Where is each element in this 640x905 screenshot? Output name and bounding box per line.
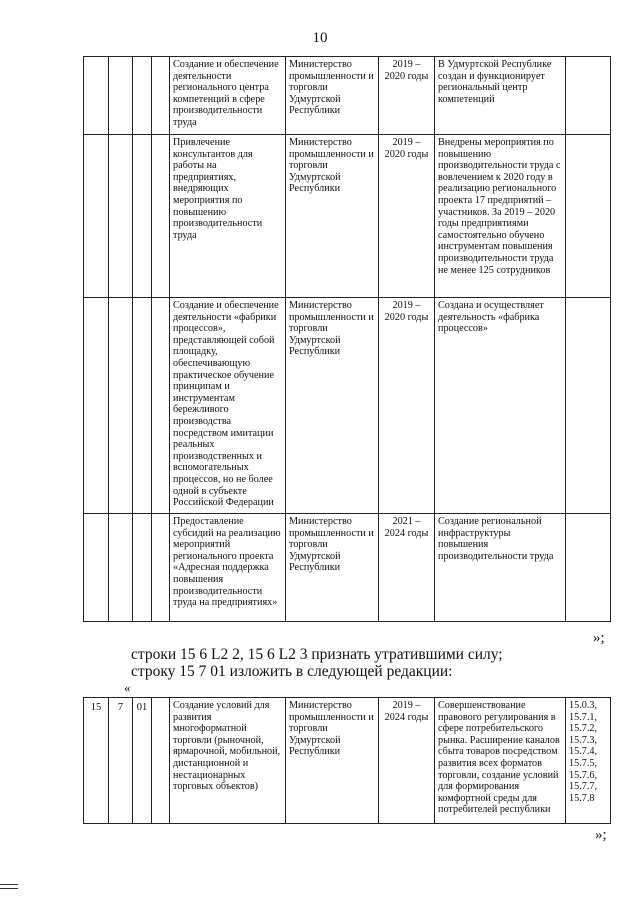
cell-code3: 01 (133, 698, 152, 824)
cell-task: Предоставление субсидий на реализацию мероприятий регионального проекта «Адресная поддержка повышения производительности труда на предприятиях» (170, 514, 286, 622)
cell-code1: 15 (84, 698, 109, 824)
margin-rule (0, 884, 18, 885)
cell-period: 2019 – 2020 годы (379, 298, 435, 514)
table-row (84, 135, 611, 298)
cell-period: 2019 – 2020 годы (379, 135, 435, 298)
cell-result: Внедрены мероприятия по повышению производительности труда с вовлечением к 2020 году в реализацию регионального проекта 17 предприятий – участников. За 2019 – 2020 годы предприятиями самостоятельно обучено инструментам повышения производительности труда не менее 125 сотрудников (435, 135, 566, 298)
cell-code3 (133, 514, 152, 622)
cell-code2 (109, 57, 133, 135)
cell-executor: Министерство промышленности и торговли Удмуртской Республики (286, 514, 379, 622)
indicator-code: 15.7.3, (569, 734, 598, 746)
page-number: 10 (312, 30, 328, 46)
indicator-code: 15.7.4, (569, 746, 598, 758)
table-row (84, 698, 611, 824)
cell-executor: Министерство промышленности и торговли Удмуртской Республики (286, 698, 379, 824)
cell-period: 2019 – 2020 годы (379, 57, 435, 135)
cell-executor: Министерство промышленности и торговли Удмуртской Республики (286, 135, 379, 298)
indicator-code: 15.7.1, (569, 711, 598, 723)
cell-code3 (133, 135, 152, 298)
table-row (84, 514, 611, 622)
program-table-continuation (83, 56, 611, 622)
opening-quote: « (124, 680, 131, 695)
cell-indicators (566, 514, 611, 622)
amendment-text (131, 646, 503, 680)
indicator-code: 15.7.6, (569, 769, 598, 781)
cell-code3 (133, 57, 152, 135)
cell-task: Создание и обеспечение деятельности регионального центра компетенций в сфере производительности труда (170, 57, 286, 135)
cell-executor: Министерство промышленности и торговли Удмуртской Республики (286, 57, 379, 135)
cell-task: Привлечение консультантов для работы на предприятиях, внедряющих мероприятия по повышению производительности труда (170, 135, 286, 298)
amendment-line: строки 15 6 L2 2, 15 6 L2 3 признать утратившими силу; (131, 646, 503, 663)
cell-period: 2021 – 2024 годы (379, 514, 435, 622)
cell-code4 (152, 698, 170, 824)
cell-indicators (566, 135, 611, 298)
table-row (84, 57, 611, 135)
cell-code4 (152, 298, 170, 514)
cell-code1 (84, 514, 109, 622)
cell-code2 (109, 514, 133, 622)
amendment-line: строку 15 7 01 изложить в следующей редакции: (131, 663, 453, 680)
cell-result: Создана и осуществляет деятельность «фабрика процессов» (435, 298, 566, 514)
cell-indicators (566, 298, 611, 514)
cell-result: Совершенствование правового регулирования в сфере потребительского рынка. Расширение каналов сбыта товаров посредством развития всех форматов торговли, создание условий для формирования комфортной среды для потребителей республики (435, 698, 566, 824)
indicator-code: 15.7.5, (569, 757, 598, 769)
cell-indicators (566, 698, 611, 824)
indicator-code: 15.0.3, (569, 700, 598, 711)
cell-task: Создание условий для развития многоформатной торговли (рыночной, ярмарочной, мобильной, дистанционной и нестационарных торговых объектов) (170, 698, 286, 824)
table-row (84, 298, 611, 514)
cell-code4 (152, 514, 170, 622)
cell-code1 (84, 298, 109, 514)
cell-code1 (84, 135, 109, 298)
cell-code2: 7 (109, 698, 133, 824)
cell-executor: Министерство промышленности и торговли Удмуртской Республики (286, 298, 379, 514)
cell-code2 (109, 298, 133, 514)
closing-quote: »; (595, 827, 607, 843)
closing-quote: »; (593, 630, 605, 646)
cell-period: 2019 – 2024 годы (379, 698, 435, 824)
indicator-code: 15.7.8 (569, 792, 595, 804)
margin-rule (0, 888, 18, 889)
cell-indicators (566, 57, 611, 135)
cell-task: Создание и обеспечение деятельности «фабрики процессов», представляющей собой площадку, обеспечивающую практическое обучение принципам и инструментам бережливого производства посредством имитации реальных производственных и вспомогательных процессов, но не более одной в субъекте Российской Федерации (170, 298, 286, 514)
cell-code2 (109, 135, 133, 298)
indicator-code: 15.7.7, (569, 781, 598, 793)
cell-result: В Удмуртской Республике создан и функционирует региональный центр компетенций (435, 57, 566, 135)
cell-result: Создание региональной инфраструктуры повышения производительности труда (435, 514, 566, 622)
program-table-new-row (83, 697, 611, 824)
cell-code4 (152, 57, 170, 135)
indicator-code: 15.7.2, (569, 723, 598, 735)
cell-code4 (152, 135, 170, 298)
cell-code1 (84, 57, 109, 135)
cell-code3 (133, 298, 152, 514)
